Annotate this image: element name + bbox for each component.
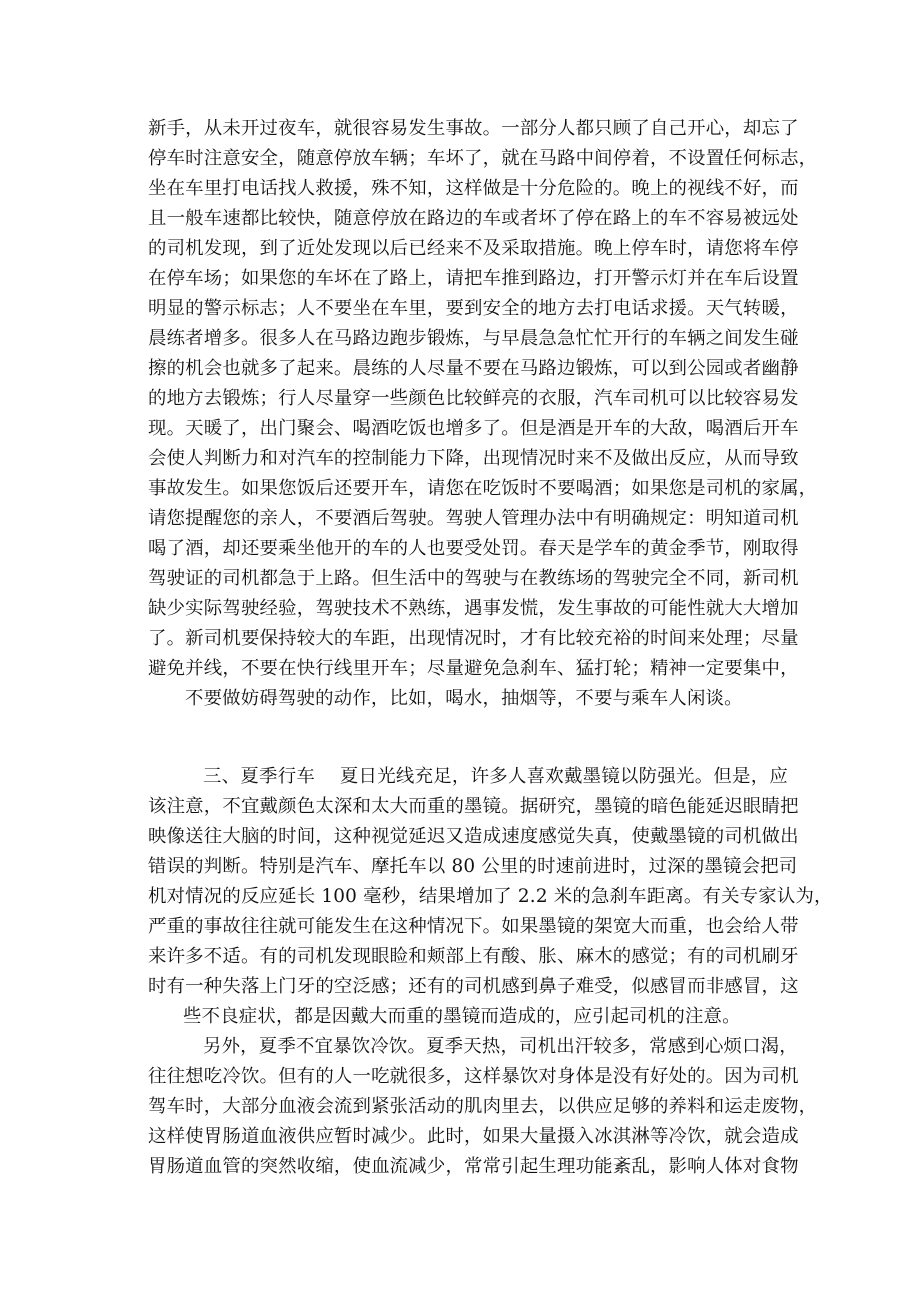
text-line: 来许多不适。有的司机发现眼睑和颊部上有酸、胀、麻木的感觉；有的司机刷牙 bbox=[148, 946, 799, 967]
text-line: 现。天暖了，出门聚会、喝酒吃饭也增多了。但是酒是开车的大敌，喝酒后开车 bbox=[148, 418, 799, 439]
text-line: 往往想吃冷饮。但有的人一吃就很多，这样暴饮对身体是没有好处的。因为司机 bbox=[148, 1066, 799, 1087]
text-line: 避免并线，不要在快行线里开车；尽量避免急刹车、猛打轮；精神一定要集中， bbox=[148, 658, 799, 679]
text-line: 且一般车速都比较快，随意停放在路边的车或者坏了停在路上的车不容易被远处 bbox=[148, 208, 799, 229]
text-line: 映像送往大脑的时间，这种视觉延迟又造成速度感觉失真，使戴墨镜的司机做出 bbox=[148, 826, 799, 847]
text-line: 新手，从未开过夜车，就很容易发生事故。一部分人都只顾了自己开心，却忘了 bbox=[148, 118, 799, 139]
text-line: 坐在车里打电话找人救援，殊不知，这样做是十分危险的。晚上的视线不好，而 bbox=[148, 178, 799, 199]
text-line: 缺少实际驾驶经验，驾驶技术不熟练，遇事发慌，发生事故的可能性就大大增加 bbox=[148, 598, 799, 619]
text-line: 请您提醒您的亲人，不要酒后驾驶。驾驶人管理办法中有明确规定：明知道司机 bbox=[148, 508, 799, 529]
text-line: 错误的判断。特别是汽车、摩托车以 80 公里的时速前进时，过深的墨镜会把司 bbox=[148, 856, 798, 877]
text-line: 停车时注意安全，随意停放车辆；车坏了，就在马路中间停着，不设置任何标志， bbox=[148, 148, 818, 169]
text-line: 会使人判断力和对汽车的控制能力下降，出现情况时来不及做出反应，从而导致 bbox=[148, 448, 799, 469]
text-line: 严重的事故往往就可能发生在这种情况下。如果墨镜的架宽大而重，也会给人带 bbox=[148, 916, 799, 937]
text-line: 喝了酒，却还要乘坐他开的车的人也要受处罚。春天是学车的黄金季节，刚取得 bbox=[148, 538, 799, 559]
text-line: 了。新司机要保持较大的车距，出现情况时，才有比较充裕的时间来处理；尽量 bbox=[148, 628, 799, 649]
text-line: 的地方去锻炼；行人尽量穿一些颜色比较鲜亮的衣服，汽车司机可以比较容易发 bbox=[148, 388, 799, 409]
text-line: 晨练者增多。很多人在马路边跑步锻炼，与早晨急急忙忙开行的车辆之间发生碰 bbox=[148, 328, 799, 349]
paragraph-first-line: 另外，夏季不宜暴饮冷饮。夏季天热，司机出汗较多，常感到心烦口渴， bbox=[203, 1036, 798, 1057]
text-line: 的司机发现，到了近处发现以后已经来不及采取措施。晚上停车时，请您将车停 bbox=[148, 238, 799, 259]
section-heading-line: 三、夏季行车 夏日光线充足，许多人喜欢戴墨镜以防强光。但是，应 bbox=[203, 766, 788, 787]
text-line: 机对情况的反应延长 100 毫秒，结果增加了 2.2 米的急刹车距离。有关专家认为， bbox=[148, 886, 833, 907]
text-line: 擦的机会也就多了起来。晨练的人尽量不要在马路边锻炼，可以到公园或者幽静 bbox=[148, 358, 799, 379]
text-line: 这样使胃肠道血液供应暂时减少。此时，如果大量摄入冰淇淋等冷饮，就会造成 bbox=[148, 1126, 799, 1147]
text-line: 在停车场；如果您的车坏在了路上，请把车推到路边，打开警示灯并在车后设置 bbox=[148, 268, 799, 289]
text-line: 不要做妨碍驾驶的动作，比如，喝水，抽烟等，不要与乘车人闲谈。 bbox=[185, 688, 743, 709]
text-line: 胃肠道血管的突然收缩，使血流减少，常常引起生理功能紊乱，影响人体对食物 bbox=[148, 1156, 799, 1177]
text-line: 驾驶证的司机都急于上路。但生活中的驾驶与在教练场的驾驶完全不同，新司机 bbox=[148, 568, 799, 589]
text-line: 时有一种失落上门牙的空泛感；还有的司机感到鼻子难受，似感冒而非感冒，这 bbox=[148, 976, 799, 997]
text-line: 该注意，不宜戴颜色太深和太大而重的墨镜。据研究，墨镜的暗色能延迟眼睛把 bbox=[148, 796, 799, 817]
text-line: 明显的警示标志；人不要坐在车里，要到安全的地方去打电话求援。天气转暖， bbox=[148, 298, 799, 319]
text-line: 事故发生。如果您饭后还要开车，请您在吃饭时不要喝酒；如果您是司机的家属， bbox=[148, 478, 818, 499]
text-line: 些不良症状，都是因戴大而重的墨镜而造成的，应引起司机的注意。 bbox=[183, 1006, 741, 1027]
text-line: 驾车时，大部分血液会流到紧张活动的肌肉里去，以供应足够的养料和运走废物， bbox=[148, 1096, 818, 1117]
